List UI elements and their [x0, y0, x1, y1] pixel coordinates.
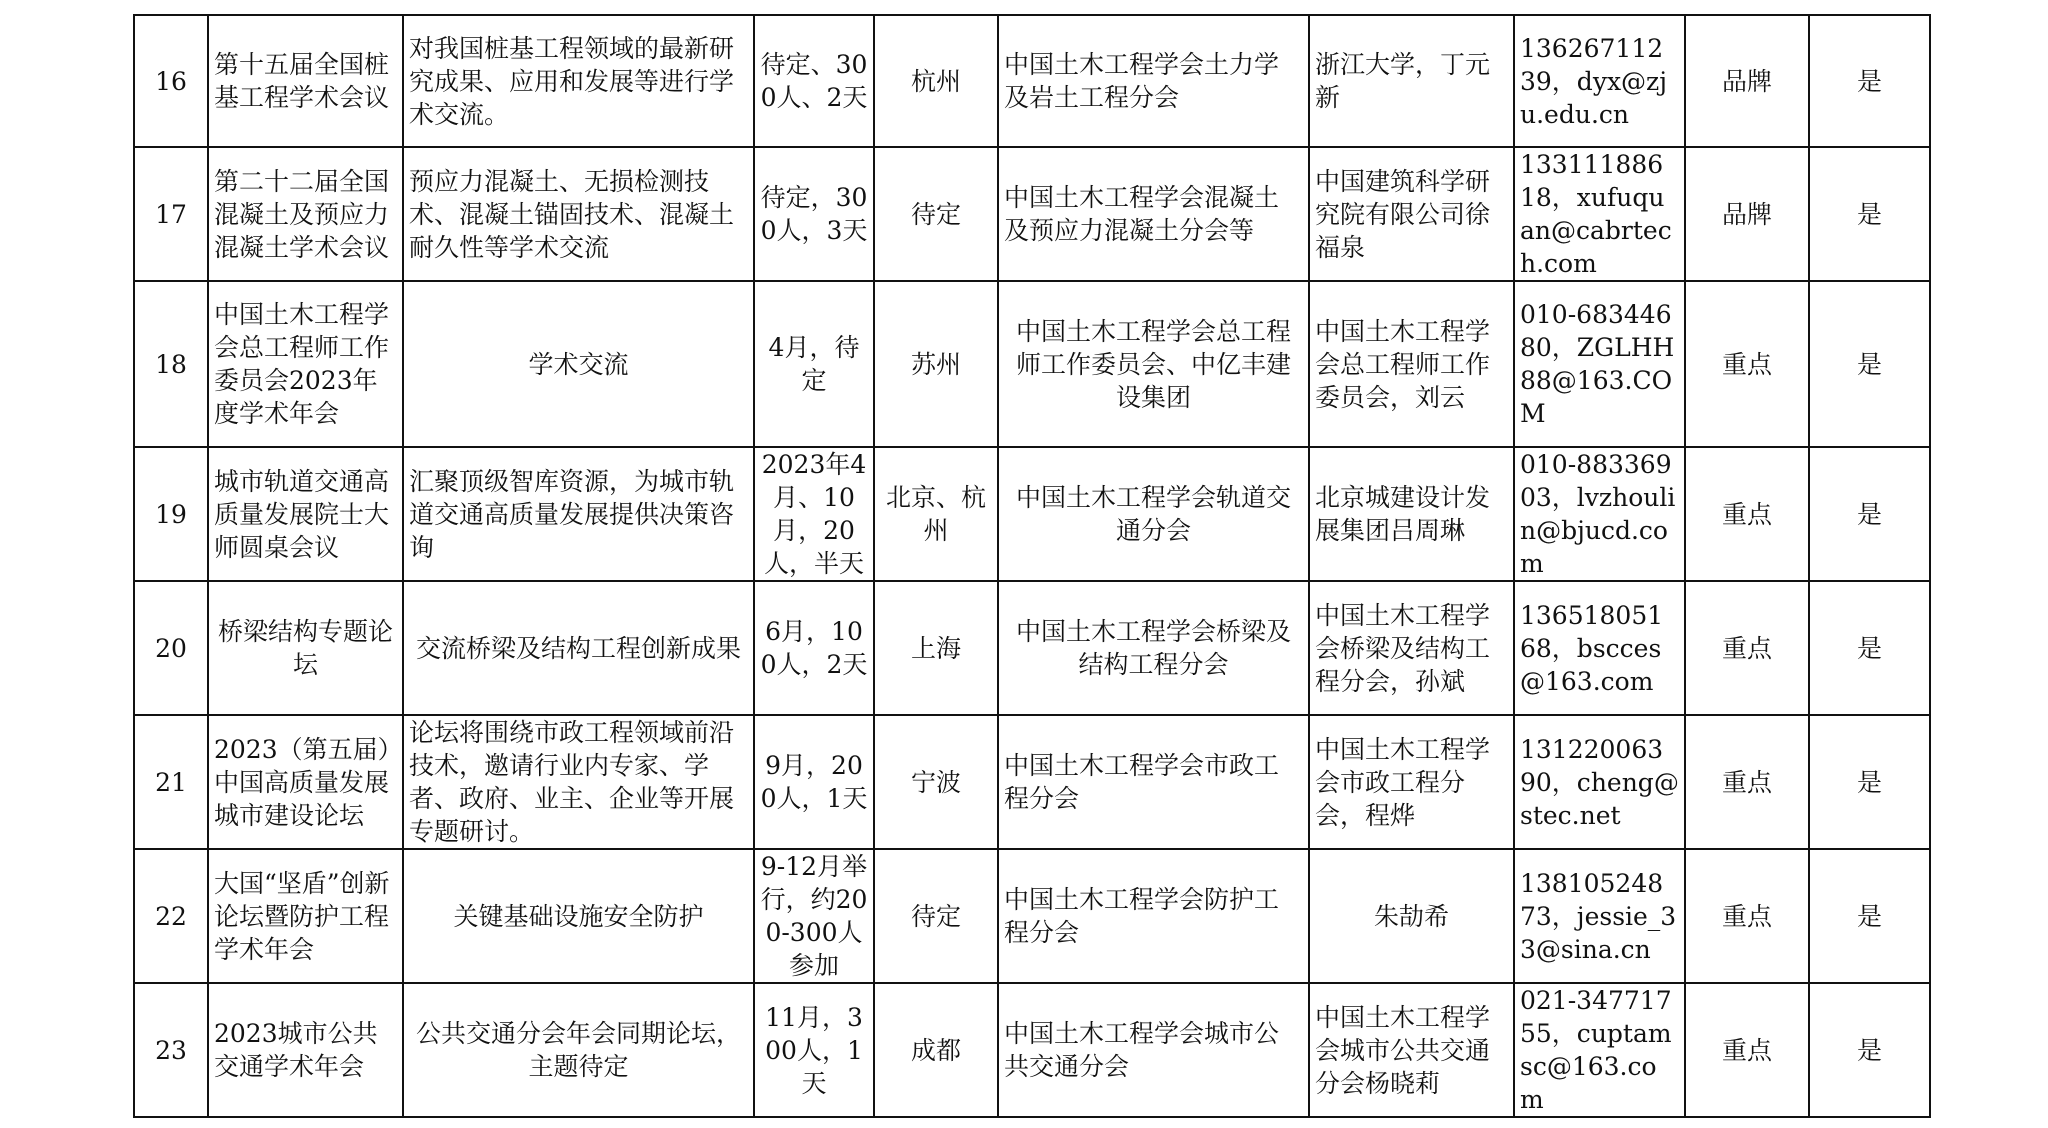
- meeting-time-scale: 待定，300人，3天: [754, 147, 874, 281]
- meeting-content: 关键基础设施安全防护: [403, 849, 754, 983]
- meeting-organizer: 中国土木工程学会混凝土及预应力混凝土分会等: [998, 147, 1309, 281]
- meeting-content: 汇聚顶级智库资源，为城市轨道交通高质量发展提供决策咨询: [403, 447, 754, 581]
- table-row: [134, 147, 1930, 281]
- row-number: 16: [134, 15, 208, 147]
- meeting-type: 重点: [1685, 983, 1809, 1117]
- meeting-flag: 是: [1809, 447, 1930, 581]
- contact-info: 021-34771755，cuptamsc@163.com: [1514, 983, 1685, 1117]
- meeting-type: 品牌: [1685, 147, 1809, 281]
- conference-plan-table: [133, 14, 1931, 1118]
- meeting-type: 重点: [1685, 281, 1809, 447]
- meeting-flag: 是: [1809, 849, 1930, 983]
- meeting-content: 论坛将围绕市政工程领域前沿技术，邀请行业内专家、学者、政府、业主、企业等开展专题研讨。: [403, 715, 754, 849]
- meeting-place: 杭州: [874, 15, 998, 147]
- row-number: 18: [134, 281, 208, 447]
- meeting-flag: 是: [1809, 147, 1930, 281]
- meeting-content: 对我国桩基工程领域的最新研究成果、应用和发展等进行学术交流。: [403, 15, 754, 147]
- row-number: 21: [134, 715, 208, 849]
- meeting-type: 重点: [1685, 849, 1809, 983]
- row-number: 23: [134, 983, 208, 1117]
- meeting-flag: 是: [1809, 281, 1930, 447]
- meeting-flag: 是: [1809, 983, 1930, 1117]
- meeting-time-scale: 2023年4月、10月，20人，半天: [754, 447, 874, 581]
- meeting-type: 重点: [1685, 715, 1809, 849]
- meeting-content: 预应力混凝土、无损检测技术、混凝土锚固技术、混凝土耐久性等学术交流: [403, 147, 754, 281]
- meeting-organizer: 中国土木工程学会土力学及岩土工程分会: [998, 15, 1309, 147]
- table-row: [134, 281, 1930, 447]
- contact-info: 13311188618，xufuquan@cabrtech.com: [1514, 147, 1685, 281]
- row-number: 20: [134, 581, 208, 715]
- meeting-organizer: 中国土木工程学会桥梁及结构工程分会: [998, 581, 1309, 715]
- meeting-flag: 是: [1809, 15, 1930, 147]
- meeting-organizer: 中国土木工程学会城市公共交通分会: [998, 983, 1309, 1117]
- meeting-place: 待定: [874, 849, 998, 983]
- meeting-contact: 中国土木工程学会市政工程分会，程烨: [1309, 715, 1514, 849]
- meeting-type: 品牌: [1685, 15, 1809, 147]
- meeting-place: 北京、杭州: [874, 447, 998, 581]
- table-row: [134, 15, 1930, 147]
- meeting-time-scale: 9-12月举行，约200-300人参加: [754, 849, 874, 983]
- meeting-time-scale: 4月，待定: [754, 281, 874, 447]
- meeting-contact: 中国土木工程学会城市公共交通分会杨晓莉: [1309, 983, 1514, 1117]
- meeting-time-scale: 11月，300人，1天: [754, 983, 874, 1117]
- meeting-contact: 朱劼希: [1309, 849, 1514, 983]
- row-number: 17: [134, 147, 208, 281]
- meeting-name: 第十五届全国桩基工程学术会议: [208, 15, 403, 147]
- meeting-time-scale: 9月，200人，1天: [754, 715, 874, 849]
- contact-info: 13651805168，bscces@163.com: [1514, 581, 1685, 715]
- meeting-content: 公共交通分会年会同期论坛，主题待定: [403, 983, 754, 1117]
- meeting-organizer: 中国土木工程学会总工程师工作委员会、中亿丰建设集团: [998, 281, 1309, 447]
- meeting-place: 宁波: [874, 715, 998, 849]
- table-row: [134, 849, 1930, 983]
- meeting-name: 2023（第五届）中国高质量发展城市建设论坛: [208, 715, 403, 849]
- contact-info: 13122006390，cheng@stec.net: [1514, 715, 1685, 849]
- meeting-place: 成都: [874, 983, 998, 1117]
- meeting-contact: 中国土木工程学会桥梁及结构工程分会，孙斌: [1309, 581, 1514, 715]
- meeting-name: 城市轨道交通高质量发展院士大师圆桌会议: [208, 447, 403, 581]
- meeting-time-scale: 待定、300人、2天: [754, 15, 874, 147]
- meeting-contact: 中国建筑科学研究院有限公司徐福泉: [1309, 147, 1514, 281]
- meeting-organizer: 中国土木工程学会轨道交通分会: [998, 447, 1309, 581]
- contact-info: 010-68344680，ZGLHH88@163.COM: [1514, 281, 1685, 447]
- meeting-type: 重点: [1685, 447, 1809, 581]
- meeting-content: 学术交流: [403, 281, 754, 447]
- table-row: [134, 581, 1930, 715]
- table-row: [134, 715, 1930, 849]
- meeting-name: 桥梁结构专题论坛: [208, 581, 403, 715]
- contact-info: 13810524873，jessie_33@sina.cn: [1514, 849, 1685, 983]
- meeting-place: 苏州: [874, 281, 998, 447]
- contact-info: 010-88336903，lvzhoulin@bjucd.com: [1514, 447, 1685, 581]
- meeting-name: 第二十二届全国混凝土及预应力混凝土学术会议: [208, 147, 403, 281]
- meeting-contact: 北京城建设计发展集团吕周琳: [1309, 447, 1514, 581]
- meeting-time-scale: 6月，100人，2天: [754, 581, 874, 715]
- table-row: [134, 447, 1930, 581]
- meeting-type: 重点: [1685, 581, 1809, 715]
- meeting-place: 上海: [874, 581, 998, 715]
- row-number: 19: [134, 447, 208, 581]
- meeting-contact: 浙江大学，丁元新: [1309, 15, 1514, 147]
- meeting-flag: 是: [1809, 715, 1930, 849]
- meeting-contact: 中国土木工程学会总工程师工作委员会，刘云: [1309, 281, 1514, 447]
- meeting-name: 2023城市公共交通学术年会: [208, 983, 403, 1117]
- meeting-flag: 是: [1809, 581, 1930, 715]
- meeting-organizer: 中国土木工程学会市政工程分会: [998, 715, 1309, 849]
- contact-info: 13626711239，dyx@zju.edu.cn: [1514, 15, 1685, 147]
- meeting-organizer: 中国土木工程学会防护工程分会: [998, 849, 1309, 983]
- meeting-name: 大国“坚盾”创新论坛暨防护工程学术年会: [208, 849, 403, 983]
- meeting-content: 交流桥梁及结构工程创新成果: [403, 581, 754, 715]
- meeting-name: 中国土木工程学会总工程师工作委员会2023年度学术年会: [208, 281, 403, 447]
- row-number: 22: [134, 849, 208, 983]
- table-row: [134, 983, 1930, 1117]
- meeting-place: 待定: [874, 147, 998, 281]
